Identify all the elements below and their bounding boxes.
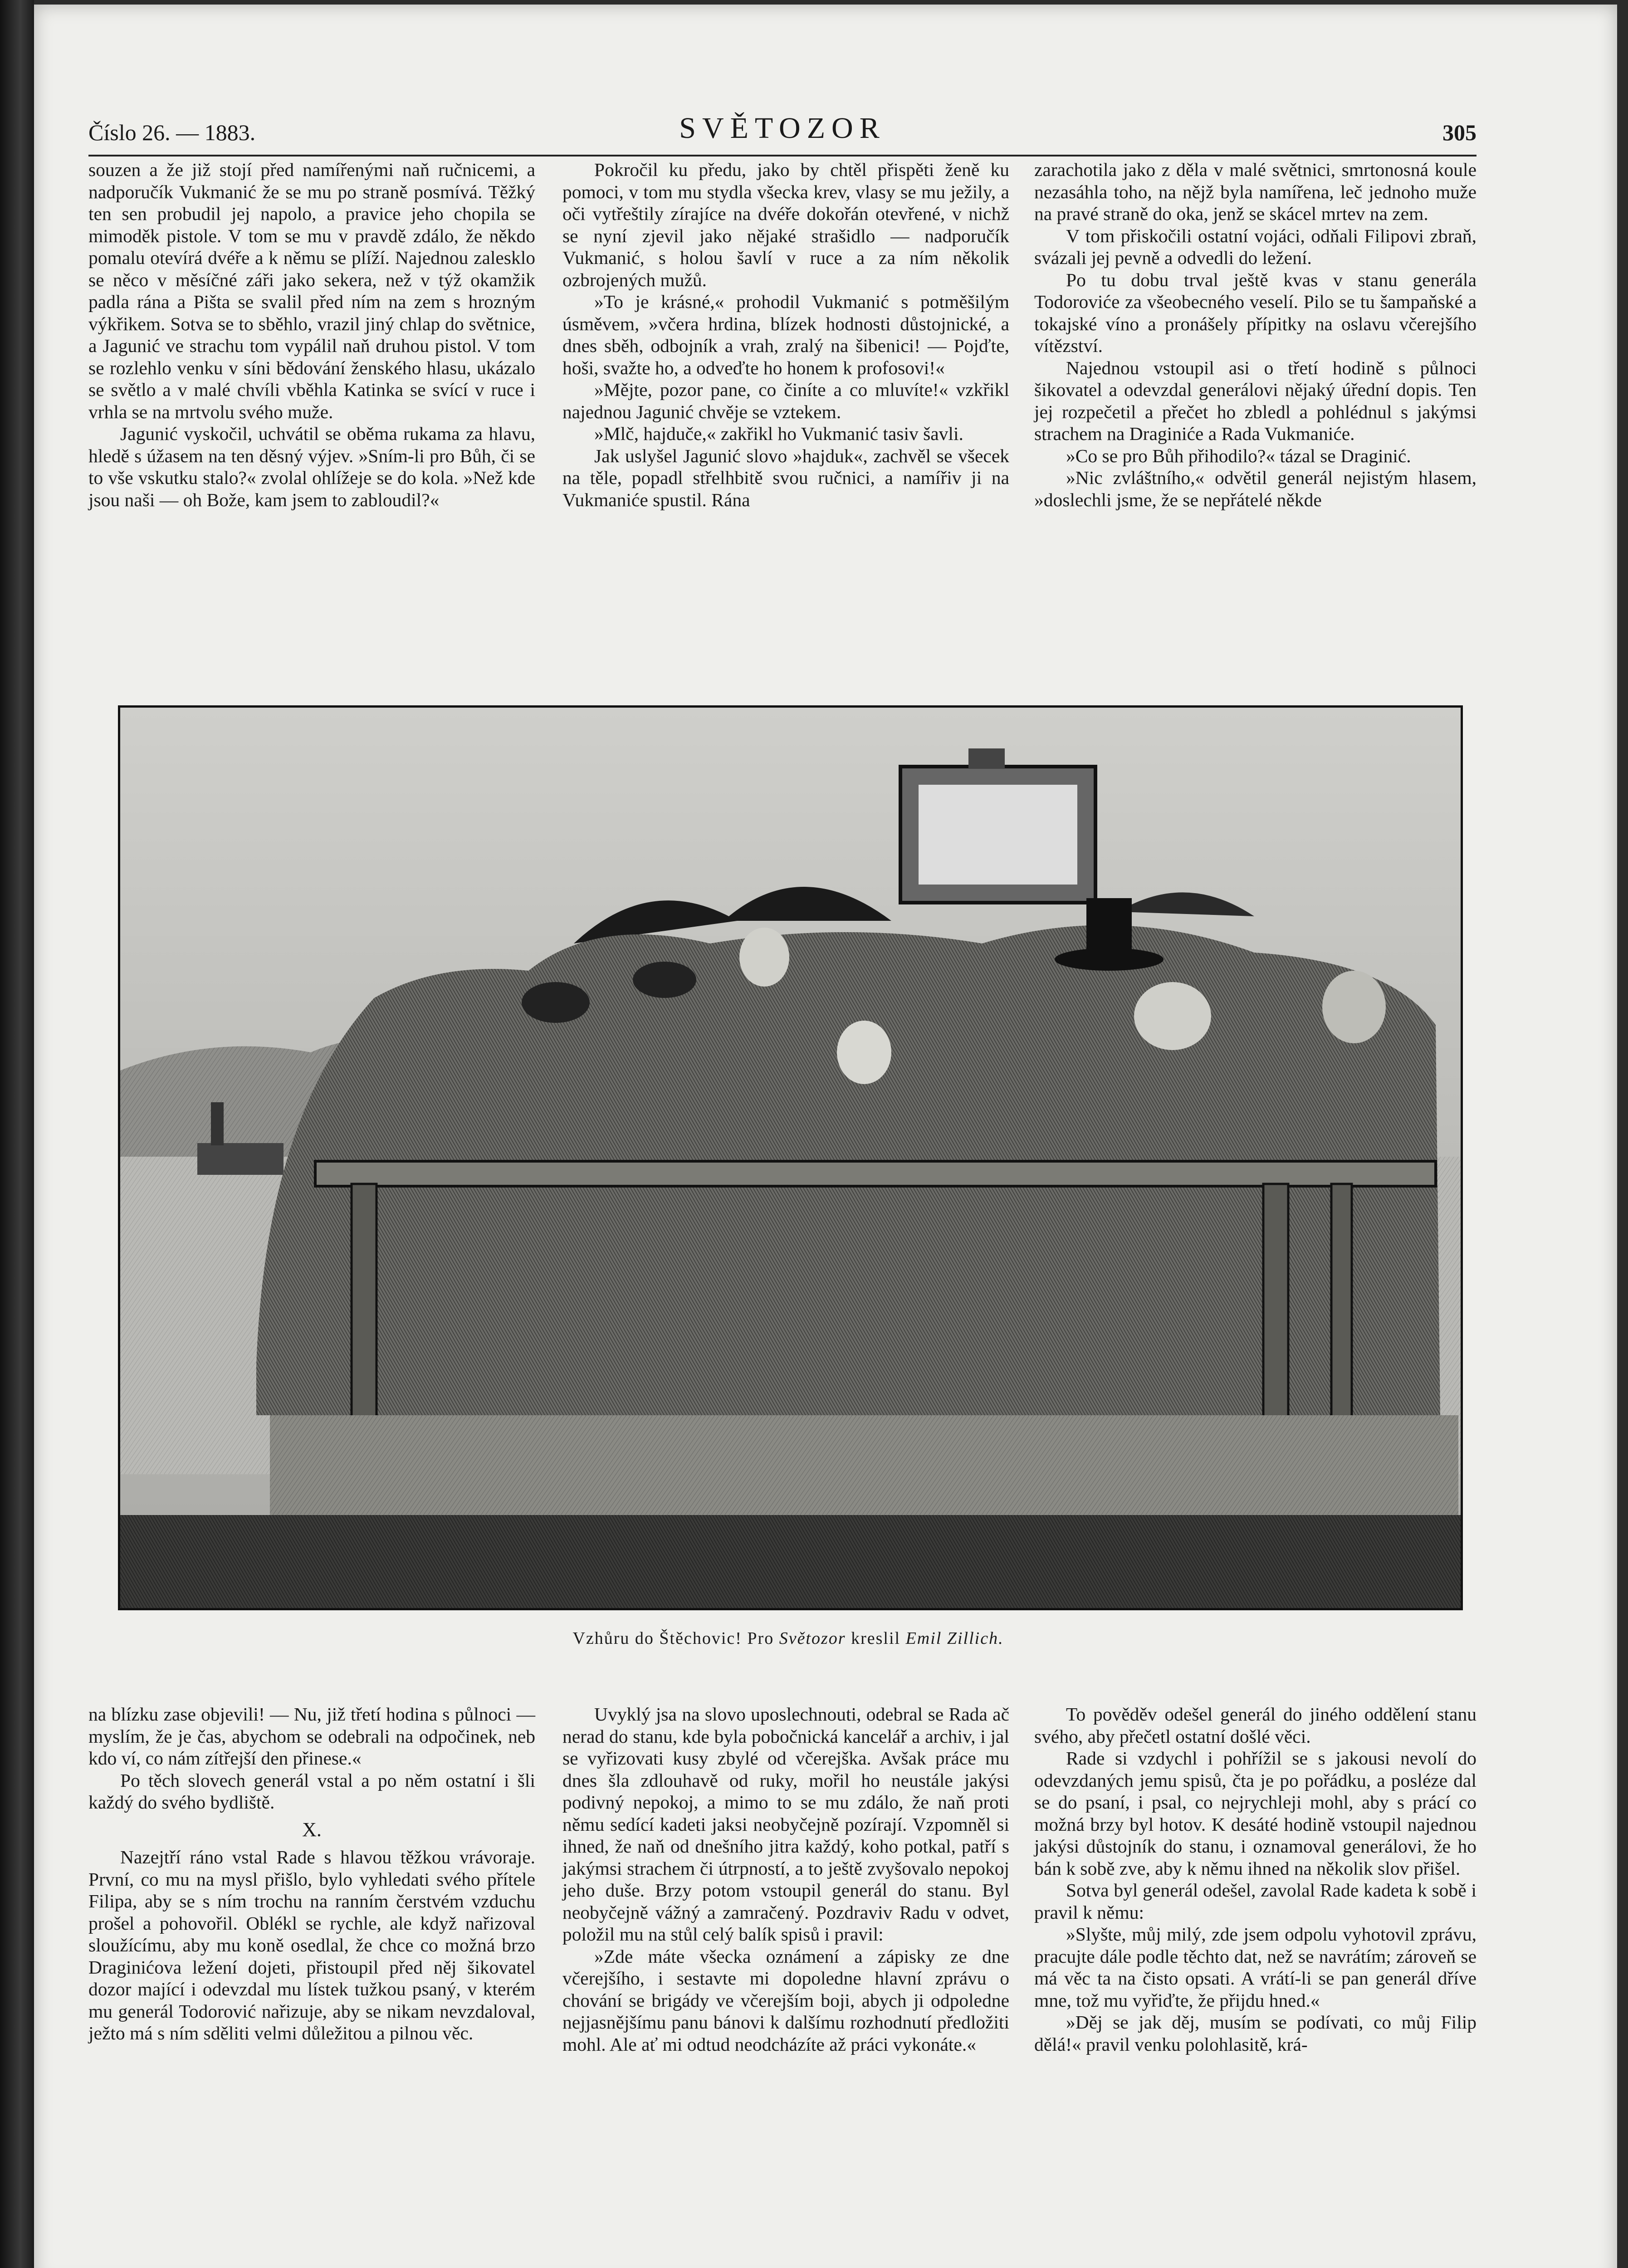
paragraph: V tom přiskočili ostatní vojáci, odňali Filipovi zbraň, svázali jej pevně a odvedli do ležení.	[1034, 225, 1476, 268]
caption-title: Vzhůru do Štěchovic!	[572, 1629, 742, 1648]
paragraph: »To je krásné,« prohodil Vukmanić s potměšilým úsměvem, »včera hrdina, blízek hodnosti důstojnické, a dnes sběh, odbojník a vrah, zralý na šibenici! — Pojďte, hoši, svažte ho, a odveďte ho honem k profosovi!«	[562, 291, 1009, 378]
issue-label: Číslo 26. — 1883.	[88, 120, 256, 145]
paragraph: Nazejtří ráno vstal Rade s hlavou těžkou vrávoraje. První, co mu na mysl přišlo, bylo vyhledati svého přítele Filipa, aby se s ním trochu na ranním čerstvém vzduchu prošel a pohovořil. Oblékl se rychle, ale když nařizoval sloužícímu, aby mu koně osedlal, že chce co možná brzo Draginićova ležení dojeti, přistoupil před něj šikovatel dozor mající i odevzdal mu lístek tužkou psaný, v kterém mu generál Todorović nařizuje, aby se nikam nevzdaloval, ježto má s ním sděliti velmi důležitou a pilnou věc.	[88, 1847, 535, 2043]
paragraph: Najednou vstoupil asi o třetí hodině s půlnoci šikovatel a odevzdal generálovi nějaký úřední dopis. Ten jej rozpečetil a přečet ho zbledl a pohlédnul s jakýmsi strachem na Draginiće a Rada Vukmaniće.	[1034, 357, 1476, 444]
caption-magazine: Světozor	[779, 1629, 846, 1648]
ferry-crowd-engraving	[120, 708, 1461, 1608]
paragraph: Uvyklý jsa na slovo uposlechnouti, odebral se Rada ač nerad do stanu, kde byla pobočnická kancelář a archiv, i jal se vyřizovati kusy zbylé od včerejška. Avšak práce mu dnes šla zdlouhavě od ruky, mořil ho neustále jakýsi podivný nepokoj, a mimo to se mu zdálo, že naň proti němu sedící kadeti jaksi neobyčejně pozírají. Vzpomněl si ihned, že naň od dnešního jitra každý, koho potkal, patří s jakýmsi strachem či útrpností, a to ještě zvyšovalo nepokoj jeho duše. Brzy potom vstoupil generál do stanu. Byl neobyčejně vážný a zamračený. Pozdraviv Radu v odvet, položil mu na stůl celý balík spisů i pravil:	[562, 1704, 1009, 1945]
paragraph: souzen a že již stojí před namířenými naň ručnicemi, a nadporučík Vukmanić že se mu po straně posmívá. Těžký ten sen probudil jej napolo, a pravice jeho chopila se mimoděk pistole. V tom se mu v pravdě zdálo, že někdo pomalu otevírá dvéře a k němu se plíží. Najednou zalesklo se něco v měsíčné záři jako sekera, než v týž okamžik padla rána a Pišta se svalil před ním na zem s hrozným výkřikem. Sotva se to sběhlo, vrazil jiný chlap do světnice, a Jagunić ve strachu tom vypálil naň druhou pistol. V tom se rozlehlo venku v síni bědování ženského hlasu, ukázalo se světlo a v malé chvíli vběhla Katinka se svící v ruce i vrhla se na mrtvolu svého muže.	[88, 159, 535, 422]
caption-drew: kreslil	[851, 1629, 901, 1648]
top-column-3	[1034, 159, 1476, 511]
paragraph: To pověděv odešel generál do jiného oddělení stanu svého, aby přečetl ostatní došlé věci.	[1034, 1704, 1476, 1747]
paragraph: »Mlč, hajduče,« zakřikl ho Vukmanić tasiv šavli.	[594, 423, 963, 444]
top-column-1	[88, 159, 535, 511]
page-number: 305	[1442, 120, 1476, 145]
paragraph: na blízku zase objevili! — Nu, již třetí hodina s půlnoci — myslím, že je čas, abychom se odebrali na odpočinek, neb kdo ví, co nám zítřejší den přinese.«	[88, 1704, 535, 1769]
bottom-column-1	[88, 1703, 535, 2044]
section-heading: X.	[302, 1818, 322, 1841]
book-binding-edge	[0, 0, 34, 2268]
paragraph: Sotva byl generál odešel, zavolal Rade kadeta k sobě i pravil k němu:	[1034, 1880, 1476, 1923]
paragraph: »Zde máte všecka oznámení a zápisky ze dne včerejšího, i sestavte mi dopoledne hlavní zprávu o chování se brigády ve včerejším boji, abych ji odpoledne nejjasnějšímu panu bánovi k dalšímu rozhodnutí předložiti mohl. Ale ať mi odtud neodcházíte až práci vykonáte.«	[562, 1945, 1009, 2055]
caption-artist: Emil Zillich.	[905, 1629, 1004, 1648]
caption-for: Pro	[747, 1629, 774, 1648]
paragraph: Jagunić vyskočil, uchvátil se oběma rukama za hlavu, hledě s úžasem na ten děsný výjev. »Sním-li pro Bůh, či se to vše vskutku stalo?« zvolal ohlížeje se do kola. »Než kde jsou naši — oh Bože, kam jsem to zabloudil?«	[88, 423, 535, 510]
paragraph: Jak uslyšel Jagunić slovo »hajduk«, zachvěl se všecek na těle, popadl střelhbitě svou ručnici, a namířiv ji na Vukmaniće spustil. Rána	[562, 445, 1009, 510]
paragraph: Rade si vzdychl i pohřížil se s jakousi nevolí do odevzdaných jemu spisů, čta je po pořádku, a posléze dal se do psaní, i psal, co nejrychleji mohl, aby s prácí co možná brzy byl hotov. K desáté hodině vstoupil najednou jakýsi důstojník do stanu, i oznamoval generálovi, že ho bán k sobě zve, aby k němu ihned na několik slov přišel.	[1034, 1748, 1476, 1879]
engraving-illustration	[118, 705, 1463, 1610]
paragraph: Pokročil ku předu, jako by chtěl přispěti ženě ku pomoci, v tom mu stydla všecka krev, vlasy se mu ježily, a oči vytřeštily zírajíce na dvéře dokořán otevřené, v nichž se nyní zjevil jako nějaké strašidlo — nadporučík Vukmanić, s holou šavlí v ruce a za ním několik ozbrojených mužů.	[562, 159, 1009, 290]
illustration-caption	[118, 1628, 1458, 1648]
bottom-column-3	[1034, 1703, 1476, 2055]
paragraph: »Děj se jak děj, musím se podívati, co můj Filip dělá!« pravil venku polohlasitě, krá-	[1034, 2012, 1476, 2055]
paragraph: »Nic zvláštního,« odvětil generál nejistým hlasem, »doslechli jsme, že se nepřátelé někde	[1034, 467, 1476, 510]
paragraph: »Slyšte, můj milý, zde jsem odpolu vyhotovil zprávu, pracujte dále podle těchto dat, než se navrátím; zároveň se má věc ta na čisto opsati. A vrátí-li se pan generál dříve mne, tož mu vyřiďte, že přijdu hned.«	[1034, 1924, 1476, 2011]
bottom-column-2	[562, 1703, 1009, 2055]
magazine-page	[34, 5, 1617, 2268]
paragraph: zarachotila jako z děla v malé světnici, smrtonosná koule nezasáhla toho, na nějž byla namířena, leč jednoho muže na pravé straně do oka, jenž se skácel mrtev na zem.	[1034, 159, 1476, 224]
paragraph: »Co se pro Bůh přihodilo?« tázal se Draginić.	[1066, 445, 1411, 466]
magazine-title: SVĚTOZOR	[679, 112, 886, 145]
header-rule	[88, 155, 1476, 156]
paragraph: »Mějte, pozor pane, co činíte a co mluvíte!« vzkřikl najednou Jagunić chvěje se vztekem.	[562, 379, 1009, 422]
paragraph: Po těch slovech generál vstal a po něm ostatní i šli každý do svého bydliště.	[88, 1769, 535, 1813]
page-header	[88, 111, 1476, 152]
paragraph: Po tu dobu trval ještě kvas v stanu generála Todoroviće za všeobecného veselí. Pilo se tu šampaňské a tokajské víno a pronášely přípitky na oslavu včerejšího vítězství.	[1034, 269, 1476, 356]
top-column-2	[562, 159, 1009, 511]
